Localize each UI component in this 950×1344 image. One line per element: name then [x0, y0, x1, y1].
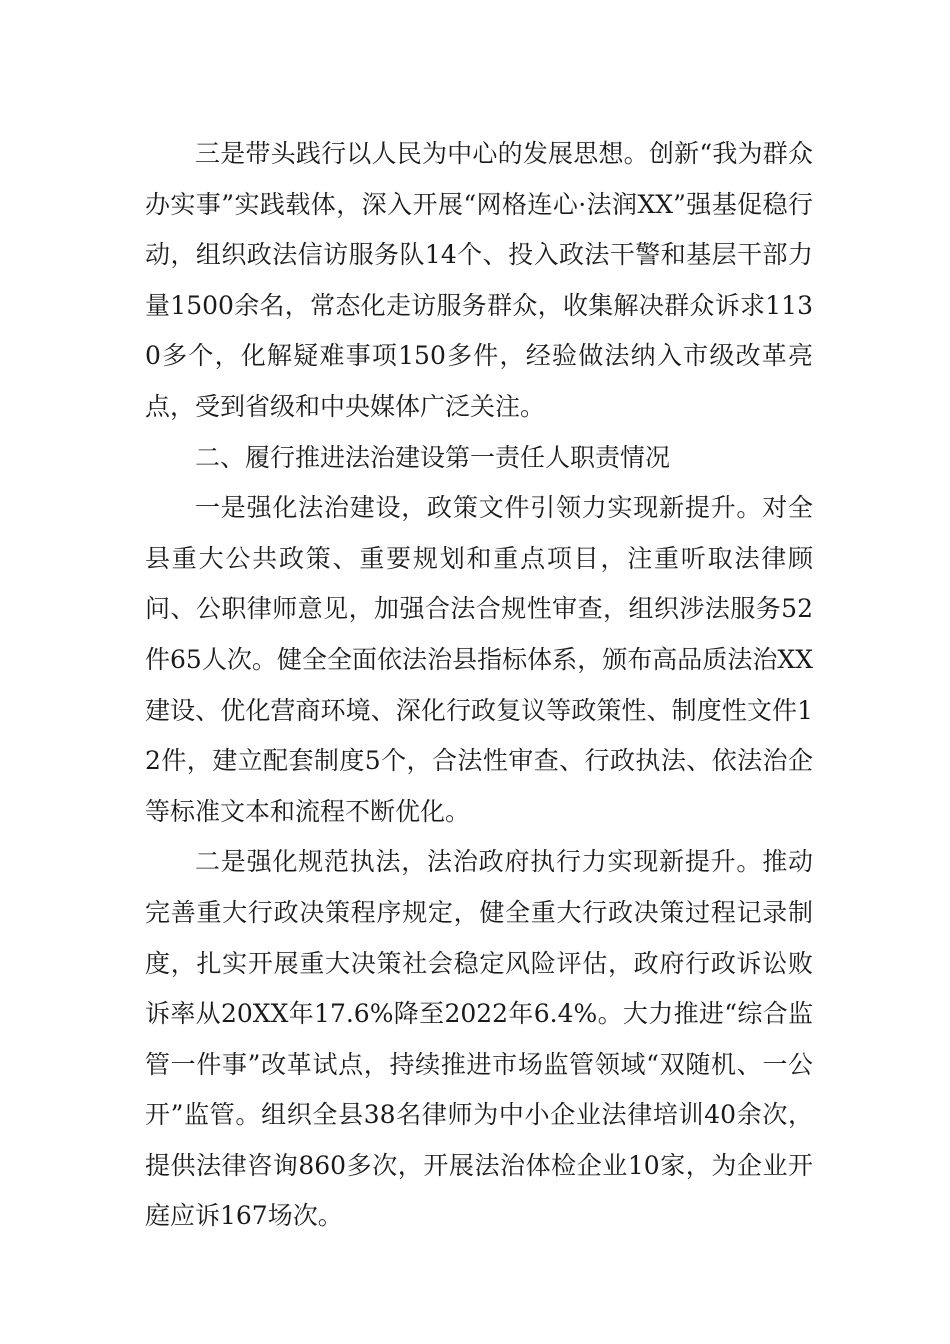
section-heading-rule-of-law-duties: 二、履行推进法治建设第一责任人职责情况 [195, 442, 671, 472]
paragraph-standardized-enforcement: 二是强化规范执法，法治政府执行力实现新提升。推动完善重大行政决策程序规定，健全重大行政决策过程记录制度，扎实开展重大决策社会稳定风险评估，政府行政诉讼败诉率从20XX年17.6%降至2022年6.4%。大力推进“综合监管一件事”改革试点，持续推进市场监管领域“双随机、一公开”监管。组织全县38名律师为中小企业法律培训40余次，提供法律咨询860多次，开展法治体检企业10家，为企业开庭应诉167场次。 [145, 847, 813, 1231]
document-body [145, 129, 813, 1242]
paragraph-people-centered: 三是带头践行以人民为中心的发展思想。创新“我为群众办实事”实践载体，深入开展“网格连心·法润XX”强基促稳行动，组织政法信访服务队14个、投入政法干警和基层干部力量1500余名，常态化走访服务群众，收集解决群众诉求1130多个，化解疑难事项150多件，经验做法纳入市级改革亮点，受到省级和中央媒体广泛关注。 [145, 139, 813, 421]
paragraph-policy-leadership: 一是强化法治建设，政策文件引领力实现新提升。对全县重大公共政策、重要规划和重点项目，注重听取法律顾问、公职律师意见，加强合法合规性审查，组织涉法服务52件65人次。健全全面依法治县指标体系，颁布高品质法治XX建设、优化营商环境、深化行政复议等政策性、制度性文件12件，建立配套制度5个，合法性审查、行政执法、依法治企等标准文本和流程不断优化。 [145, 493, 813, 826]
